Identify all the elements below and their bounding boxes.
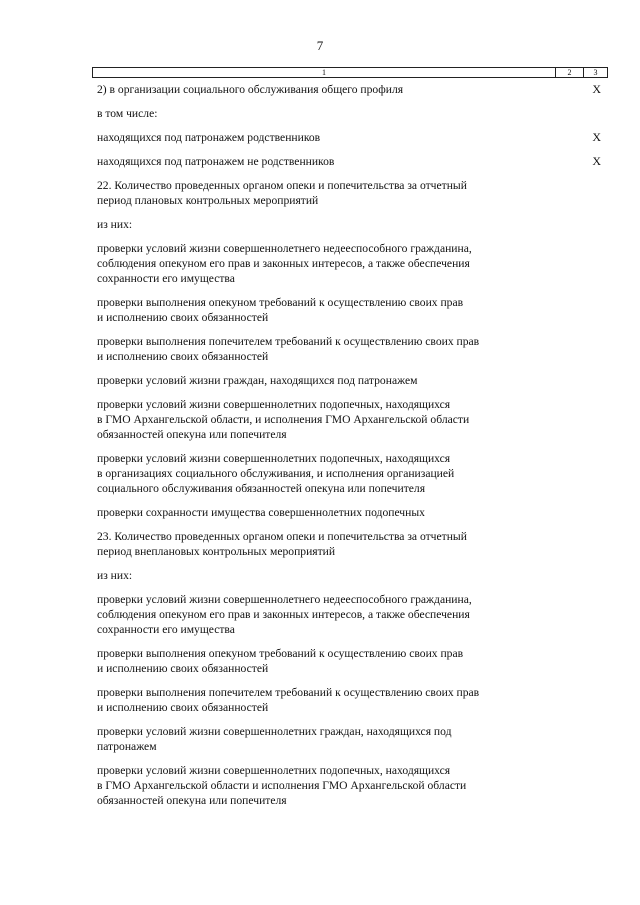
table-row <box>97 217 607 232</box>
row-text: находящихся под патронажем не родственников <box>97 155 335 168</box>
row-text: проверки условий жизни совершеннолетних граждан, находящихся под патронажем <box>97 725 452 753</box>
table-row <box>97 295 607 325</box>
row-text: проверки условий жизни совершеннолетних подопечных, находящихся в ГМО Архангельской области и исполнения ГМО Архангельской области обязанностей опекуна или попечителя <box>97 764 467 807</box>
table-row <box>97 130 607 145</box>
table-row <box>97 646 607 676</box>
table-row <box>97 82 607 97</box>
table-row <box>97 241 607 286</box>
table-row <box>97 505 607 520</box>
row-text: проверки условий жизни граждан, находящихся под патронажем <box>97 374 418 387</box>
row-text: из них: <box>97 569 133 582</box>
table-row <box>97 529 607 559</box>
row-text: проверки выполнения опекуном требований к осуществлению своих прав и исполнению своих обязанностей <box>97 296 464 324</box>
table-row <box>97 334 607 364</box>
row-text: проверки условий жизни совершеннолетнего недееспособного гражданина, соблюдения опекуном его прав и законных интересов, а также обеспечения сохранности его имущества <box>97 593 472 636</box>
row-text: проверки условий жизни совершеннолетнего недееспособного гражданина, соблюдения опекуном его прав и законных интересов, а также обеспечения сохранности его имущества <box>97 242 472 285</box>
row-text: проверки условий жизни совершеннолетних подопечных, находящихся в организациях социального обслуживания, и исполнения организацией социального обслуживания обязанностей опекуна или попечителя <box>97 452 455 495</box>
row-text: проверки выполнения попечителем требований к осуществлению своих прав и исполнению своих обязанностей <box>97 686 480 714</box>
row-text: проверки выполнения опекуном требований к осуществлению своих прав и исполнению своих обязанностей <box>97 647 464 675</box>
table-row <box>97 373 607 388</box>
row-text: проверки условий жизни совершеннолетних подопечных, находящихся в ГМО Архангельской области, и исполнения ГМО Архангельской области обязанностей опекуна или попечителя <box>97 398 470 441</box>
row-text: в том числе: <box>97 107 158 120</box>
table-row <box>97 592 607 637</box>
row-text: проверки сохранности имущества совершеннолетних подопечных <box>97 506 425 519</box>
table-header-col-2: 2 <box>556 68 584 77</box>
row-mark-col-3: Х <box>592 154 601 168</box>
row-mark-col-3: Х <box>592 130 601 144</box>
row-text: из них: <box>97 218 133 231</box>
row-mark-col-3: Х <box>592 82 601 96</box>
table-header-col-1: 1 <box>93 68 556 77</box>
table-row <box>97 724 607 754</box>
page-number: 7 <box>316 38 324 53</box>
table-row <box>97 154 607 169</box>
row-text: 22. Количество проведенных органом опеки и попечительства за отчетный период плановых контрольных мероприятий <box>97 179 467 207</box>
table-row <box>97 763 607 808</box>
table-row <box>97 568 607 583</box>
table-row <box>97 106 607 121</box>
table-header-col-3: 3 <box>593 68 598 77</box>
table-row <box>97 178 607 208</box>
row-text: 23. Количество проведенных органом опеки и попечительства за отчетный период внеплановых контрольных мероприятий <box>97 530 467 558</box>
table-body <box>97 82 607 817</box>
row-text: 2) в организации социального обслуживания общего профиля <box>97 83 404 96</box>
table-row <box>97 397 607 442</box>
table-row <box>97 451 607 496</box>
row-text: проверки выполнения попечителем требований к осуществлению своих прав и исполнению своих обязанностей <box>97 335 480 363</box>
row-text: находящихся под патронажем родственников <box>97 131 321 144</box>
table-row <box>97 685 607 715</box>
table-header <box>92 67 608 78</box>
